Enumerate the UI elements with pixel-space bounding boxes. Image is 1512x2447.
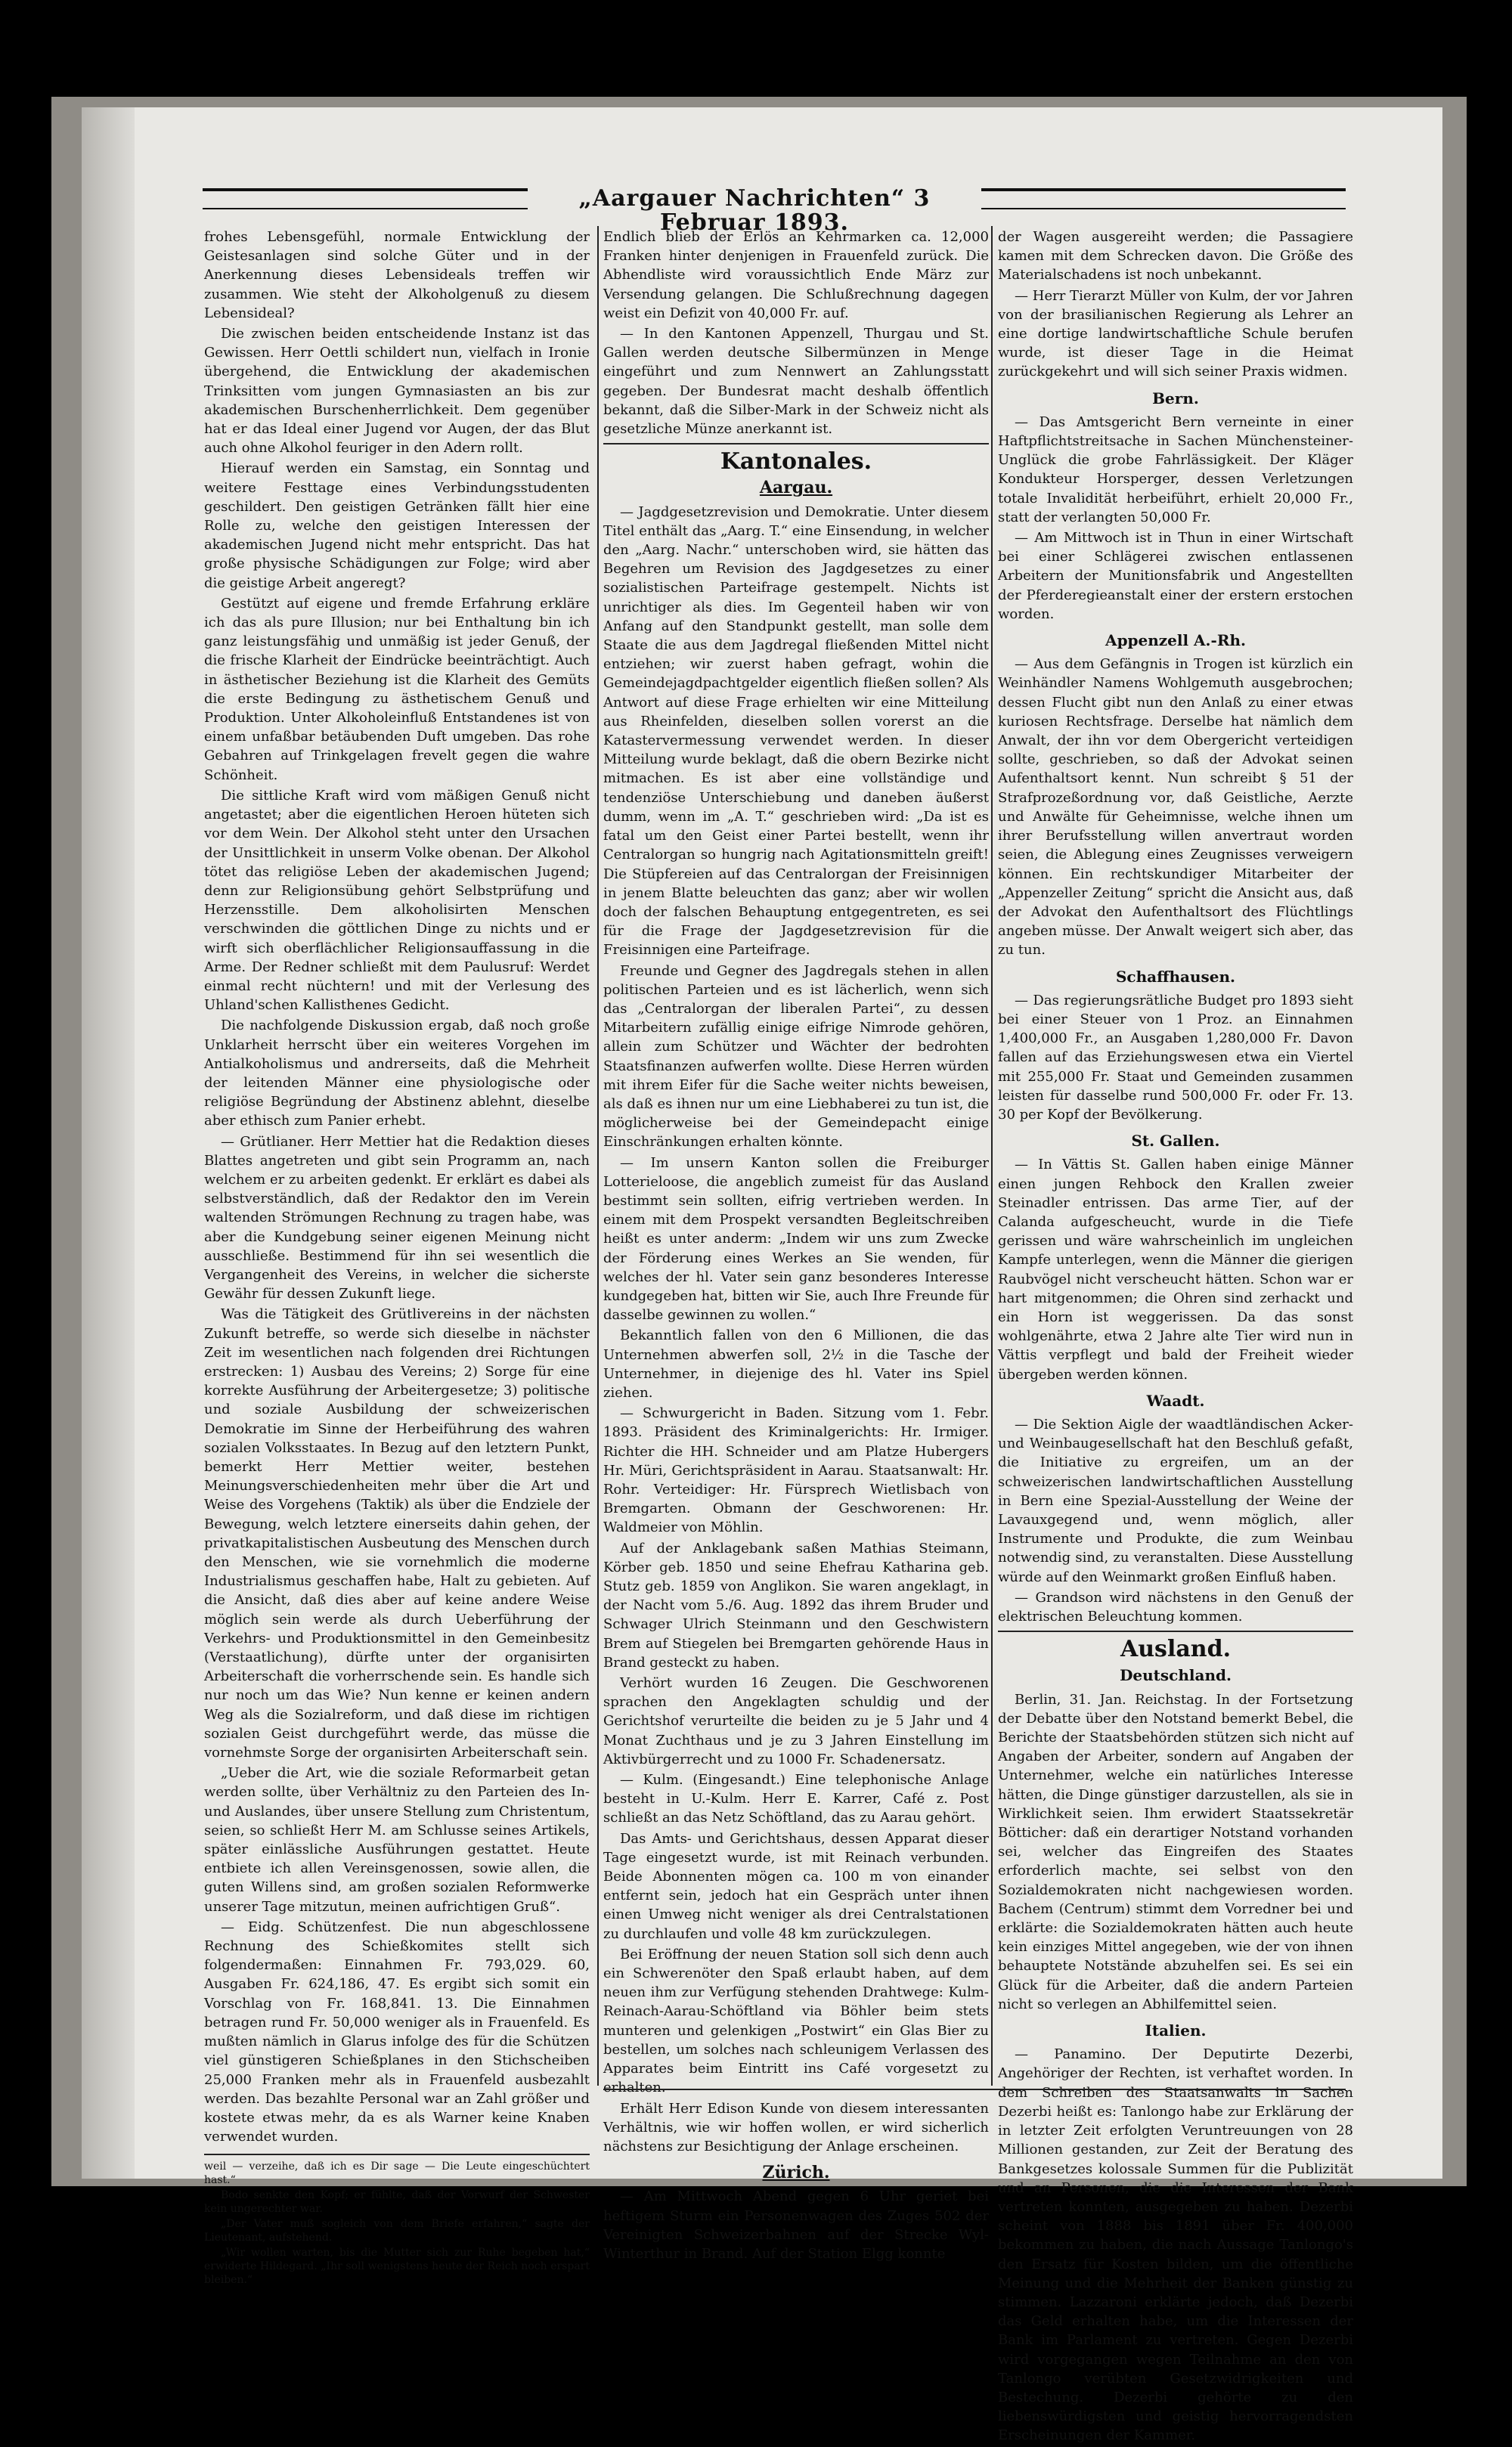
column-divider	[597, 226, 599, 2086]
heading-zurich: Zürich.	[762, 2163, 830, 2183]
heading-schaffhausen: Schaffhausen.	[1115, 967, 1236, 986]
heading-deutschland: Deutschland.	[1120, 1666, 1232, 1685]
heading-bern: Bern.	[1152, 389, 1199, 407]
paragraph: Bei Eröffnung der neuen Station soll sich denn auch ein Schwerenöter den Spaß erlaubt haben, auf dem neuen ihm zur Verfügung stehenden Drahtwege: Kulm-Reinach-Aarau-Schöftland via Böhler beim stets munteren und gelenkigen „Postwirt“ ein Glas Bier zu bestellen, um solches nach schleunigem Verlassen des Apparates beim Eintritt ins Café vorgesetzt zu erhalten.	[603, 1946, 989, 2096]
paragraph: — Die Sektion Aigle der waadtländischen Acker- und Weinbaugesellschaft hat den Beschluß gefaßt, die Initiative zu ergreifen, um an der schweizerischen landwirtschaftlichen Ausstellung in Bern eine Spezial-Ausstellung der Weine der Lavauxgegend und, wenn möglich, aller Instrumente und Produkte, die zum Weinbau notwendig sind, zu veranstalten. Diese Ausstellung würde auf den Weinmarkt großen Einfluß haben.	[998, 1416, 1353, 1585]
paragraph: — Aus dem Gefängnis in Trogen ist kürzlich ein Weinhändler Namens Wohlgemuth ausgebrochen; dessen Flucht gibt nun den Anlaß zu einer etwas kuriosen Rechtsfrage. Derselbe hat nämlich dem Anwalt, der ihn vor dem Obergericht verteidigen sollte, geschrieben, so daß der Advokat seinen Aufenthaltsort kennt. Nun schreibt § 51 der Strafprozeßordnung vor, daß Geistliche, Aerzte und Anwälte für Geheimnisse, welche ihnen um ihrer Berufsstellung willen anvertraut worden seien, die Ablegung eines Zeugnisses verweigern können. Ein rechtskundiger Mitarbeiter der „Appenzeller Zeitung“ spricht die Ansicht aus, daß der Advokat den Aufenthaltsort des Flüchtlings angeben müsse. Der Anwalt weigert sich aber, das zu tun.	[998, 656, 1353, 959]
paragraph: der Wagen ausgereiht werden; die Passagiere kamen mit dem Schrecken davon. Die Größe des Materialschadens ist noch unbekannt.	[998, 229, 1353, 283]
paragraph: — Herr Tierarzt Müller von Kulm, der vor Jahren von der brasilianischen Regierung als Lehrer an eine dortige landwirtschaftliche Schule berufen wurde, ist dieser Tage in die Heimat zurückgekehrt und will sich seiner Praxis widmen.	[998, 287, 1353, 380]
feuilleton-line: weil — verzeihe, daß ich es Dir sage — Die Leute eingeschüchtert hast.“	[204, 2160, 590, 2187]
paragraph: — Im unsern Kanton sollen die Freiburger Lotterieloose, die angeblich zumeist für das Ausland bestimmt sein sollten, eifrig vertrieben werden. In einem mit dem Prospekt versandten Begleitschreiben heißt es unter anderm: „Indem wir uns zum Zwecke der Förderung eines Werkes an Sie wenden, für welches der hl. Vater sein ganz besonderes Interesse kundgegeben hat, bitten wir Sie, auch Ihre Freunde für dasselbe gewinnen zu wollen.“	[603, 1154, 989, 1324]
heading-waadt: Waadt.	[1146, 1391, 1205, 1410]
paragraph: — Am Mittwoch ist in Thun in einer Wirtschaft bei einer Schlägerei zwischen entlassenen Arbeitern der Munitionsfabrik und Angestellten der Pferderegieanstalt einer der erstern erstochen worden.	[998, 530, 1353, 622]
paragraph: — Jagdgesetzrevision und Demokratie. Unter diesem Titel enthält das „Aarg. T.“ eine Einsendung, in welcher den „Aarg. Nachr.“ unterschoben wird, sie hätten das Begehren um Revision des Jagdgesetzes zu einer sozialistischen Parteifrage gestempelt. Nichts ist unrichtiger als dies. Im Gegenteil haben wir von Anfang auf den Standpunkt gestellt, man solle dem Staate die aus dem Jagdregal fließenden Mittel nicht entziehen; wir zuerst haben gefragt, wohin die Gemeindejagdpachtgelder eigentlich fließen sollen? Als Antwort auf diese Frage erhielten wir eine Mitteilung aus Rheinfelden, dieselben sollen vorerst an die Katastervermessung verwendet werden. In dieser Mitteilung wurde beklagt, daß die obern Bezirke nicht mitmachen. Es ist aber eine vollständige und tendenziöse Unterschiebung und daneben äußerst dumm, wenn im „A. T.“ geschrieben wird: „Da ist es fatal um den Geist einer Partei bestellt, wenn ihr Centralorgan so hungrig nach Agitationsmitteln greift! Die Stüpfereien auf das Centralorgan der Freisinnigen in jenem Blatte beleuchten das ganz; aber wir wollen doch der falschen Behauptung entgegentreten, es sei für die Frage der Jagdgesetzrevision für die Freisinnigen eine Parteifrage.	[603, 503, 989, 959]
feuilleton-line: „Wir wollen warten, bis die Mutter sich zur Ruhe begeben hat,“ erwiderte Hildegard. „Ihr soll wenigstens heute der Reich noch erspart bleiben.“	[204, 2247, 590, 2287]
feuilleton-line: Bodo senkte den Kopf; er fühlte, daß der Vorwurf der Schwester kein ungerechter war.	[204, 2189, 590, 2216]
paragraph: Endlich blieb der Erlös an Kehrmarken ca. 12,000 Franken hinter denjenigen in Frauenfeld zurück. Die Abhendliste wird voraussichtlich Ende März zur Versendung gelangen. Die Schlußrechnung dagegen weist ein Defizit von 40,000 Fr. auf.	[603, 229, 989, 321]
column-1	[204, 228, 590, 2288]
paragraph: „Ueber die Art, wie die soziale Reformarbeit getan werden sollte, über Verhältniz zu den Parteien des In- und Auslandes, über unsere Stellung zum Christentum, seien, so schließt Herr M. am Schlusse seines Artikels, später einlässliche Ausführungen gestattet. Heute entbiete ich allen Vereinsgenossen, sowie allen, die guten Willens sind, am großen sozialen Reformwerke unserer Tage mitzutun, meinen aufrichtigen Gruß“.	[204, 1765, 590, 1915]
paragraph: — Das regierungsrätliche Budget pro 1893 sieht bei einer Steuer von 1 Proz. an Einnahmen 1,400,000 Fr., an Ausgaben 1,280,000 Fr. Davon fallen auf das Erziehungswesen etwa ein Viertel mit 255,000 Fr. Staat und Gemeinden zusammen leisten für dasselbe rund 500,000 Fr. oder Fr. 13. 30 per Kopf der Bevölkerung.	[998, 992, 1353, 1123]
paragraph: — Das Amtsgericht Bern verneinte in einer Haftpflichtstreitsache in Sachen Münchensteiner-Unglück die grobe Fahrlässigkeit. Der Kläger Kondukteur Horsperger, dessen Verletzungen totale Invalidität herbeiführt, erhielt 20,000 Fr., statt der verlangten 50,000 Fr.	[998, 414, 1353, 525]
paragraph: Die nachfolgende Diskussion ergab, daß noch große Unklarheit herrscht über ein weiteres Vorgehen im Antialkoholismus und andrerseits, daß die Mehrheit der leitenden Männer eine physiologische oder religiöse Begründung der Abstinenz ablehnt, dieselbe aber ethisch zum Panier erhebt.	[204, 1018, 590, 1129]
feuilleton	[204, 2160, 590, 2287]
paragraph: Erhält Herr Edison Kunde von diesem interessanten Verhältnis, wie wir hoffen wollen, er wird sicherlich nächstens zur Besichtigung der Anlage erscheinen.	[603, 2100, 989, 2154]
paragraph: — Grandson wird nächstens in den Genuß der elektrischen Beleuchtung kommen.	[998, 1589, 1353, 1625]
paragraph: Berlin, 31. Jan. Reichstag. In der Fortsetzung der Debatte über den Notstand bemerkt Bebel, die Berichte der Staatsbehörden stützen sich nicht auf Angaben der Arbeiter, sondern auf Angaben der Unternehmer, welche ein natürliches Interesse hätten, die Dinge günstiger darzustellen, als sie in Wirklichkeit seien. Ihm erwidert Staatssekretär Bötticher: daß ein derartiger Notstand vorhanden sei, welcher das Eingreifen des Staates erforderlich machte, sei selbst von den Sozialdemokraten nicht nachgewiesen worden. Bachem (Centrum) stimmt dem Vorredner bei und erklärte: die Sozialdemokraten hätten auch heute kein einziges Mittel angegeben, wie der von ihnen behauptete Notstände abzuhelfen sei. Es sei ein Glück für die Arbeiter, daß die andern Parteien nicht so verlegen an Abhilfemittel seien.	[998, 1691, 1353, 2012]
column-divider	[991, 226, 993, 2086]
heading-kantonales: Kantonales.	[720, 448, 872, 475]
paragraph: Die sittliche Kraft wird vom mäßigen Genuß nicht angetastet; aber die eigentlichen Heroen hüteten sich vor dem Wein. Der Alkohol steht unter den Ursachen der Unsittlichkeit in unserm Volke obenan. Der Alkohol tötet das religiöse Leben der akademischen Jugend; denn zur Religionsübung gehört Selbstprüfung und Herzensstille. Dem alkoholisirten Menschen verschwinden die göttlichen Dinge zu nichts und er wirft sich oberflächlicher Religionsauffassung in die Arme. Der Redner schließt mit dem Paulusruf: Werdet einmal recht nüchtern! und mit der Verlesung des Uhland'schen Kallisthenes Gedicht.	[204, 787, 590, 1014]
heading-appenzell: Appenzell A.-Rh.	[1105, 631, 1246, 650]
paragraph: Auf der Anklagebank saßen Mathias Steimann, Körber geb. 1850 und seine Ehefrau Katharina geb. Stutz geb. 1859 von Anglikon. Sie waren angeklagt, in der Nacht vom 5./6. Aug. 1892 das ihrem Bruder und Schwager Ulrich Steinmann und den Geschwistern Brem auf Stiegelen bei Bremgarten gehörende Haus in Brand gesteckt zu haben.	[603, 1540, 989, 1671]
section-rule	[998, 1631, 1353, 1632]
column-2	[603, 228, 989, 2265]
paragraph: Verhört wurden 16 Zeugen. Die Geschworenen sprachen den Angeklagten schuldig und der Gerichtshof verurteilte die beiden zu je 5 Jahr und 4 Monat Zuchthaus und je zu 3 Jahren Einstellung im Aktivbürgerrecht und zu 1000 Fr. Schadenersatz.	[603, 1675, 989, 1767]
feuilleton-rule	[204, 2154, 590, 2155]
newspaper-page	[203, 184, 1379, 2444]
masthead-title: „Aargauer Nachrichten“ 3 Februar 1893.	[528, 187, 981, 211]
heading-italien: Italien.	[1145, 2021, 1207, 2040]
paragraph: frohes Lebensgefühl, normale Entwicklung der Geistesanlagen sind solche Güter und in der Anerkennung dieses Lebensideals treffen wir zusammen. Wie steht der Alkoholgenuß zu diesem Lebensideal?	[204, 229, 590, 321]
footer-rule	[603, 2089, 1346, 2090]
feuilleton-line: „Der Vater muß sogleich von dem Briefe erfahren,“ sagte der Lieutenant, aufstehend.	[204, 2218, 590, 2244]
column-3	[998, 228, 1353, 2447]
heading-aargau: Aargau.	[759, 478, 833, 498]
paragraph: — Grütlianer. Herr Mettier hat die Redaktion dieses Blattes angetreten und gibt sein Programm an, nach welchem er zu arbeiten gedenkt. Er erklärt es dabei als selbstverständlich, daß der Redaktor den im Verein waltenden Strömungen Rechnung zu tragen habe, was aber die Kundgebung seiner eigenen Meinung nicht ausschließe. Bestimmend für ihn sei wesentlich die Vergangenheit des Vereins, in welcher die sicherste Gewähr für dessen Zukunft liege.	[204, 1133, 590, 1302]
paragraph: Gestützt auf eigene und fremde Erfahrung erkläre ich das als pure Illusion; nur bei Enthaltung bin ich ganz leistungsfähig und unmäßig ist jeder Genuß, der die frische Klarheit der Eindrücke beeinträchtigt. Auch in ästhetischer Beziehung ist die Klarheit des Gemüts die erste Bedingung zu ästhetischem Genuß und Produktion. Unter Alkoholeinfluß Entstandenes ist von einem unfaßbar betäubenden Duft umgeben. Das rohe Gebahren auf Trinkgelagen frevelt gegen die wahre Schönheit.	[204, 595, 590, 783]
paragraph: — Schwurgericht in Baden. Sitzung vom 1. Febr. 1893. Präsident des Kriminalgerichts: Hr. Irmiger. Richter die HH. Schneider und am Platze Hubergers Hr. Müri, Gerichtspräsident in Aarau. Staatsanwalt: Hr. Rohr. Verteidiger: Hr. Fürsprech Wietlisbach von Bremgarten. Obmann der Geschworenen: Hr. Waldmeier von Möhlin.	[603, 1405, 989, 1536]
paragraph: — Eidg. Schützenfest. Die nun abgeschlossene Rechnung des Schießkomites stellt sich folgendermaßen: Einnahmen Fr. 793,029. 60, Ausgaben Fr. 624,186, 47. Es ergibt sich somit ein Vorschlag von Fr. 168,841. 13. Die Einnahmen betragen rund Fr. 50,000 weniger als in Frauenfeld. Es mußten nämlich in Glarus infolge des für die Schützen viel günstigeren Schießplanes in den Stichscheiben 25,000 Franken mehr als in Frauenfeld ausbezahlt werden. Das bezahlte Personal war an Zahl größer und kostete etwas mehr, da es als Warner keine Knaben verwendet wurden.	[204, 1919, 590, 2145]
binding-fold	[82, 107, 135, 2179]
paragraph: Das Amts- und Gerichtshaus, dessen Apparat dieser Tage eingesetzt wurde, ist mit Reinach verbunden. Beide Abonnenten mögen ca. 100 m von einander entfernt sein, jedoch hat ein Gespräch unter ihnen einen Umweg nicht weniger als drei Centralstationen zu durchlaufen und volle 48 km zurückzulegen.	[603, 1830, 989, 1942]
paragraph: Was die Tätigkeit des Grütlivereins in der nächsten Zukunft betreffe, so werde sich dieselbe in nächster Zeit im wesentlichen nach folgenden drei Richtungen erstrecken: 1) Ausbau des Vereins; 2) Sorge für eine korrekte Ausführung der Arbeitergesetze; 3) politische und soziale Ausbildung der schweizerischen Demokratie im Sinne der Herbeiführung des wahren sozialen Volksstaates. In Bezug auf den letztern Punkt, bemerkt Herr Mettier weiter, bestehen Meinungsverschiedenheiten mehr über die Art und Weise des Vorgehens (Taktik) als über die Endziele der Bewegung, welch letztere einerseits dahin gehen, der privatkapitalistischen Ausbeutung des Menschen durch den Menschen, wie sie vornehmlich die moderne Industrialismus geschaffen habe, Halt zu gebieten. Auf die Ansicht, daß dies aber auf keine andere Weise möglich sein werde als durch Ueberführung der Verkehrs- und Produktionsmittel in den Gemeinbesitz (Verstaatlichung), dürfte unter der organisirten Arbeiterschaft die vorherrschende sein. Es handle sich nur noch um das Wie? Nun kenne er keinen andern Weg als die Sozialreform, und daß diese im richtigen sozialen Geist durchgeführt werde, das müsse die vornehmste Sorge der organisirten Arbeiterschaft sein.	[204, 1306, 590, 1761]
paragraph: Die zwischen beiden entscheidende Instanz ist das Gewissen. Herr Oettli schildert nun, vielfach in Ironie übergehend, die Entwicklung der akademischen Trinksitten vom jungen Gymnasiasten an bis zur akademischen Burschenherrlichkeit. Dem gegenüber hat er das Ideal einer Jugend vor Augen, der das Blut auch ohne Alkohol feuriger in den Adern rollt.	[204, 326, 590, 457]
paragraph: — In den Kantonen Appenzell, Thurgau und St. Gallen werden deutsche Silbermünzen in Menge eingeführt und zum Nennwert an Zahlungsstatt gegeben. Der Bundesrat macht deshalb öffentlich bekannt, daß die Silber-Mark in der Schweiz nicht als gesetzliche Münze anerkannt ist.	[603, 326, 989, 438]
paragraph: — Am Mittwoch Abend gegen 6 Uhr geriet bei heftigem Sturm ein Personenwagen des Zuges 502 der Vereinigten Schweizerbahnen auf der Strecke Wyl-Winterthur in Brand. Auf der Station Elgg konnte	[603, 2188, 989, 2262]
paragraph: — In Vättis St. Gallen haben einige Männer einen jungen Rehbock den Krallen zweier Steinadler entrissen. Das arme Tier, auf der Calanda aufgescheucht, wurde in die Tiefe gerissen und wäre wahrscheinlich im ungleichen Kampfe unterlegen, wenn die Männer die gierigen Raubvögel nicht verscheucht hätten. Schon war er hart mitgenommen; die Ohren sind zerhackt und ein Horn ist weggerissen. Da das sonst wohlgenährte, etwa 2 Jahre alte Tier wird nun in Vättis verpflegt und bald der Freiheit wieder übergeben werden können.	[998, 1157, 1353, 1383]
paragraph: — Panamino. Der Deputirte Dezerbi, Angehöriger der Rechten, ist verhaftet worden. In dem Schreiben des Staatsanwalts in Sachen Dezerbi heißt es: Tanlongo habe zur Erklärung der in letzter Zeit erfolgten Veruntreuungen von 28 Millionen gestanden, zur Zeit der Beratung des Bankgesetzes kolossale Summen für die Publizität und an Personen, die die Interessen der Bank vertreten konnten, ausgegeben zu haben. Dezerbi scheint von 1888 bis 1891 über Fr. 400,000 bekommen zu haben, die nach Aussage Tanlongo's den Ersatz für Kosten bilden, um die öffentliche Meinung und die Mehrheit der Banken günstig zu stimmen. Lazzaroni erklärte jedoch, daß Dezerbi das Geld erhalten habe, um die Interessen der Bank im Parlament zu vertreten. Gegen Dezerbi wird vorgegangen wegen Teilnahme an den von Tanlongo verübten Gesetzwidrigkeiten und Bestechung. Dezerbi gehörte zu den liebenswürdigsten und geistig hervorragendsten Erscheinungen der Kammer.	[998, 2046, 1353, 2444]
paragraph: Hierauf werden ein Samstag, ein Sonntag und weitere Festtage eines Verbindungsstudenten geschildert. Den geistigen Getränken fällt hier eine Rolle zu, welche den geistigen Interessen der akademischen Jugend nicht mehr entspricht. Das hat große physische Schädigungen zur Folge; wird aber die geistige Arbeit angeregt?	[204, 460, 590, 591]
paragraph: Freunde und Gegner des Jagdregals stehen in allen politischen Parteien und es ist lächerlich, wenn sich das „Centralorgan der liberalen Partei“, zu dessen Mitarbeitern zufällig einige eifrige Nimrode gehören, allein zum Schützer und Wächter der bedrohten Staatsfinanzen aufwerfen wollte. Diese Herren würden mit ihrem Eifer für die Sache weiter nichts beweisen, als daß es ihnen nur um eine Liebhaberei zu tun ist, die möglicherweise bei der Gemeindepacht einige Einschränkungen erhalten könnte.	[603, 962, 989, 1151]
heading-st-gallen: St. Gallen.	[1131, 1132, 1220, 1151]
paragraph: — Kulm. (Eingesandt.) Eine telephonische Anlage besteht in U.-Kulm. Herr E. Karrer, Café z. Post schließt an das Netz Schöftland, das zu Aarau gehört.	[603, 1772, 989, 1826]
paragraph: Bekanntlich fallen von den 6 Millionen, die das Unternehmen abwerfen soll, 2½ in die Tasche der Unternehmer, in diejenige des hl. Vater ins Spiel ziehen.	[603, 1327, 989, 1401]
section-rule	[603, 443, 989, 444]
heading-ausland: Ausland.	[1120, 1636, 1232, 1663]
